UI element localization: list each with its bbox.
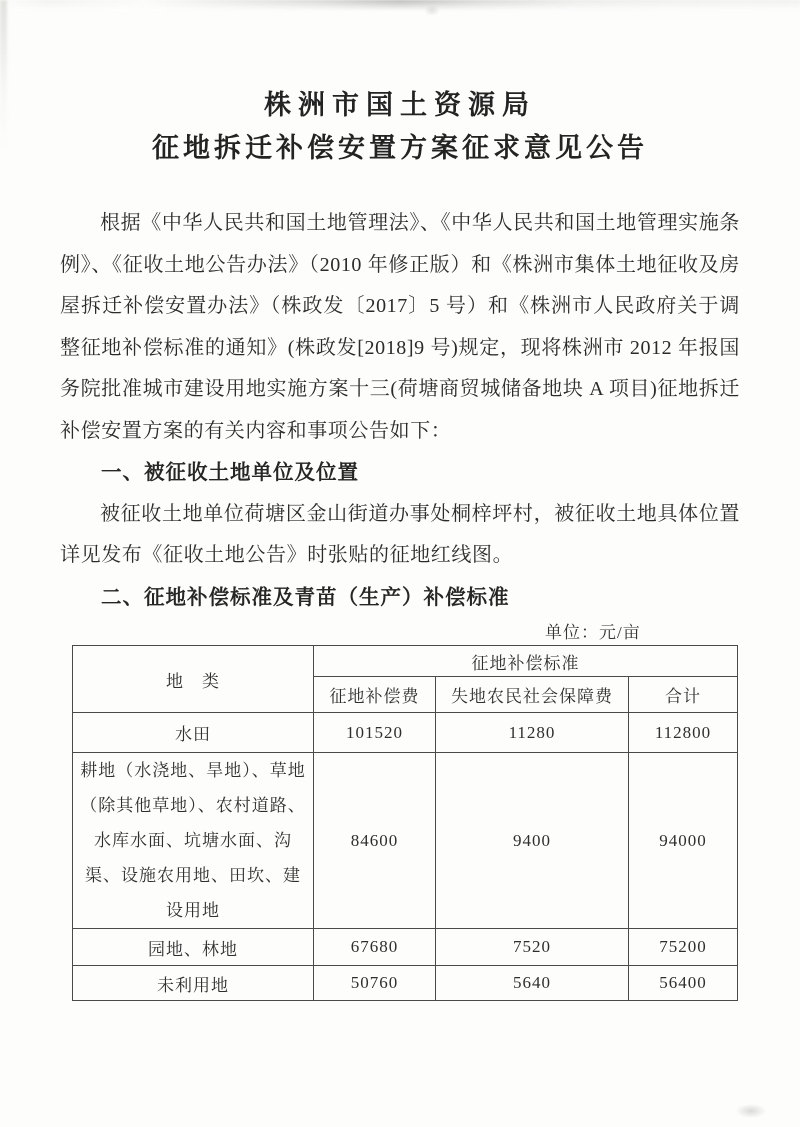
scan-artifact-bottom-right-smudge [736,1104,766,1118]
land-type-cell: 园地、林地 [73,929,314,966]
fee-cell: 50760 [314,966,436,1001]
compensation-standards-table [72,645,738,1001]
header-compensation-group: 征地补偿标准 [314,646,738,677]
land-type-cell: 耕地（水浇地、旱地）、草地（除其他草地）、农村道路、水库水面、坑塘水面、沟渠、设施农用地、田坎、建设用地 [73,753,314,929]
total-cell: 94000 [629,753,738,929]
table-row-unused-land [73,966,738,1001]
social-cell: 9400 [436,753,629,929]
section2-heading: 二、征地补偿标准及青苗（生产）补偿标准 [101,585,510,609]
header-total: 合计 [629,677,738,713]
header-land-type: 地 类 [73,646,314,713]
fee-cell: 101520 [314,713,436,753]
fee-cell: 67680 [314,929,436,966]
land-type-cell: 未利用地 [73,966,314,1001]
social-cell: 11280 [436,713,629,753]
header-land-compensation-fee: 征地补偿费 [314,677,436,713]
land-type-cell: 水田 [73,713,314,753]
section1-paragraph: 被征收土地单位荷塘区金山街道办事处桐梓坪村，被征收土地具体位置详见发布《征收土地公告》时张贴的征地红线图。 [60,502,740,566]
fee-cell: 84600 [314,753,436,929]
social-cell: 5640 [436,966,629,1001]
table-row-garden-forest [73,929,738,966]
total-cell: 56400 [629,966,738,1001]
total-cell: 112800 [629,713,738,753]
table-row-paddy-field [73,713,738,753]
social-cell: 7520 [436,929,629,966]
table-row-farmland [73,753,738,929]
total-cell: 75200 [629,929,738,966]
title-agency-name: 株洲市国土资源局 [264,90,536,120]
document-title [60,0,740,170]
table-header-row-group [73,646,738,677]
title-notice-name: 征地拆迁补偿安置方案征求意见公告 [152,133,648,163]
table-unit-label: 单位：元/亩 [545,623,641,642]
header-social-security-fee: 失地农民社会保障费 [436,677,629,713]
intro-paragraph: 根据《中华人民共和国土地管理法》、《中华人民共和国土地管理实施条例》、《征收土地公告办法》（2010 年修正版）和《株洲市集体土地征收及房屋拆迁补偿安置办法》（株政发〔2017〕5 号）和《株洲市人民政府关于调整征地补偿标准的通知》(株政发[2018]9 号)规定，现将株洲市 2012 年报国务院批准城市建设用地实施方案十三(荷塘商贸城储备地块 A 项目)征地拆迁补偿安置方案的有关内容和事项公告如下： [60,212,740,442]
section1-heading: 一、被征收土地单位及位置 [101,461,359,484]
